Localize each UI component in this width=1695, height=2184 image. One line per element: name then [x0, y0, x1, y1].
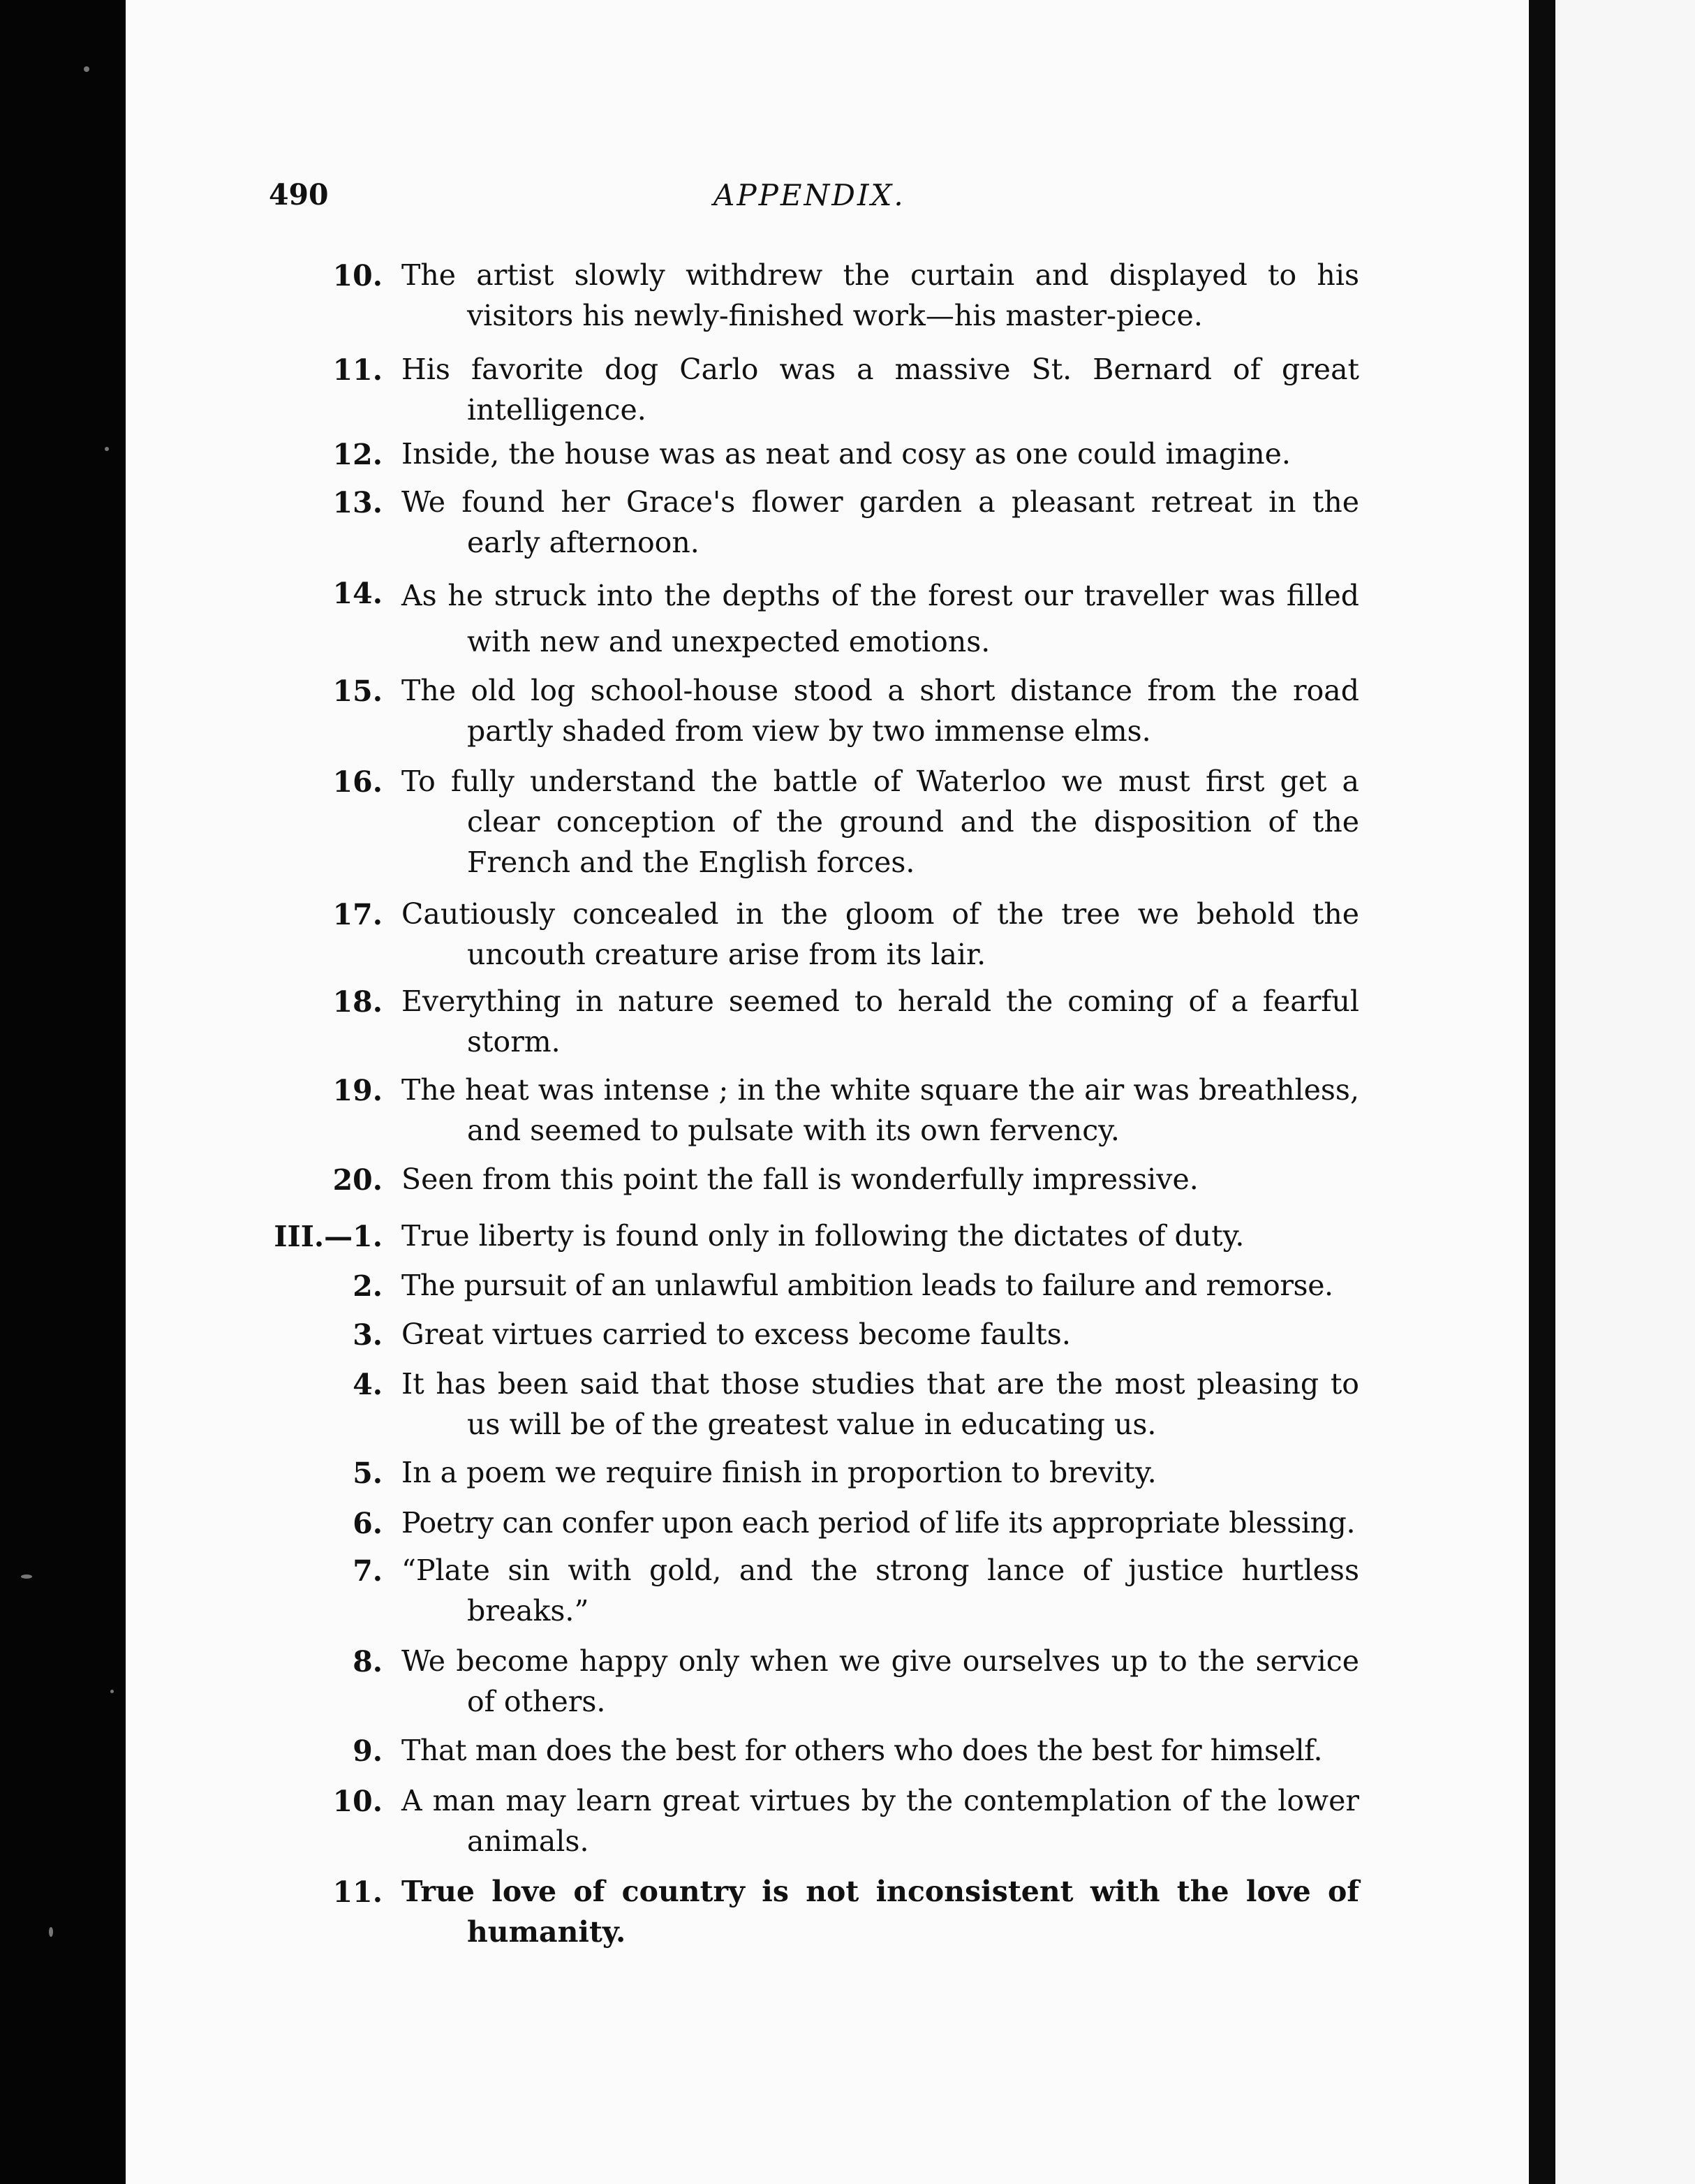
item-text: His favorite dog Carlo was a massive St. Bernard of great intelligence. — [401, 353, 1359, 427]
item-number: 7. — [353, 1554, 383, 1588]
running-head: APPENDIX. — [713, 178, 905, 212]
dust-speck — [110, 1690, 114, 1693]
item-number: 18. — [332, 985, 383, 1019]
book-spine-shadow — [1529, 0, 1555, 2184]
item-text: Everything in nature seemed to herald the coming of a fearful storm. — [401, 984, 1359, 1058]
item-number: 11. — [332, 1875, 383, 1909]
item-number: 4. — [353, 1368, 383, 1401]
item-number: 2. — [353, 1269, 383, 1303]
item-text: In a poem we require finish in proportion to brevity. — [401, 1456, 1157, 1489]
item-text: Seen from this point the fall is wonderfully impressive. — [401, 1163, 1199, 1196]
item-text: The old log school-house stood a short distance from the road partly shaded from view by two immense elms. — [401, 674, 1359, 748]
item-number: 13. — [332, 486, 383, 519]
item-text: As he struck into the depths of the forest our traveller was filled with new and unexpected emotions. — [401, 579, 1359, 658]
item-text: The pursuit of an unlawful ambition leads to failure and remorse. — [401, 1269, 1333, 1302]
page-number: 490 — [269, 178, 329, 212]
dust-speck — [21, 1574, 32, 1579]
item-text: Cautiously concealed in the gloom of the tree we behold the uncouth creature arise from its lair. — [401, 897, 1359, 971]
item-number: 3. — [353, 1318, 383, 1352]
item-text: It has been said that those studies that are the most pleasing to us will be of the greatest value in educating us. — [401, 1367, 1359, 1441]
item-text: Poetry can confer upon each period of life its appropriate blessing. — [401, 1506, 1356, 1540]
section-item-number: III.—1. — [274, 1220, 383, 1253]
item-text: The heat was intense ; in the white square the air was breathless, and seemed to pulsate with its own fervency. — [401, 1073, 1359, 1147]
item-number: 9. — [353, 1734, 383, 1768]
scanner-left-margin — [0, 0, 126, 2184]
item-number: 20. — [332, 1163, 383, 1197]
item-number: 16. — [332, 765, 383, 799]
item-text: We found her Grace's flower garden a pleasant retreat in the early afternoon. — [401, 485, 1359, 559]
item-number: 19. — [332, 1074, 383, 1107]
item-number: 10. — [332, 259, 383, 293]
item-text: A man may learn great virtues by the contemplation of the lower animals. — [401, 1784, 1359, 1858]
item-number: 11. — [332, 353, 383, 387]
item-number: 12. — [332, 438, 383, 471]
item-text: Great virtues carried to excess become faults. — [401, 1318, 1071, 1351]
item-text: The artist slowly withdrew the curtain and displayed to his visitors his newly-finished work—his master-piece. — [401, 258, 1359, 332]
item-text: True love of country is not inconsistent with the love of humanity. — [401, 1875, 1359, 1949]
item-number: 8. — [353, 1645, 383, 1678]
item-number: 14. — [332, 577, 383, 610]
item-text: We become happy only when we give ourselves up to the service of others. — [401, 1644, 1359, 1718]
item-text: That man does the best for others who does the best for himself. — [401, 1734, 1323, 1767]
item-number: 17. — [332, 898, 383, 931]
item-number: 5. — [353, 1456, 383, 1490]
item-number: 10. — [332, 1785, 383, 1818]
item-text: To fully understand the battle of Waterloo we must first get a clear conception of the ground and the disposition of the French and the English forces. — [401, 765, 1359, 879]
item-number: 6. — [353, 1507, 383, 1540]
item-text: Inside, the house was as neat and cosy as one could imagine. — [401, 437, 1291, 471]
item-number: 15. — [332, 674, 383, 708]
dust-speck — [49, 1927, 53, 1937]
item-text: “Plate sin with gold, and the strong lance of justice hurtless breaks.” — [401, 1554, 1359, 1628]
item-text: True liberty is found only in following the dictates of duty. — [401, 1219, 1245, 1253]
dust-speck — [105, 447, 109, 451]
dust-speck — [84, 66, 89, 72]
facing-page-edge — [1555, 0, 1695, 2184]
